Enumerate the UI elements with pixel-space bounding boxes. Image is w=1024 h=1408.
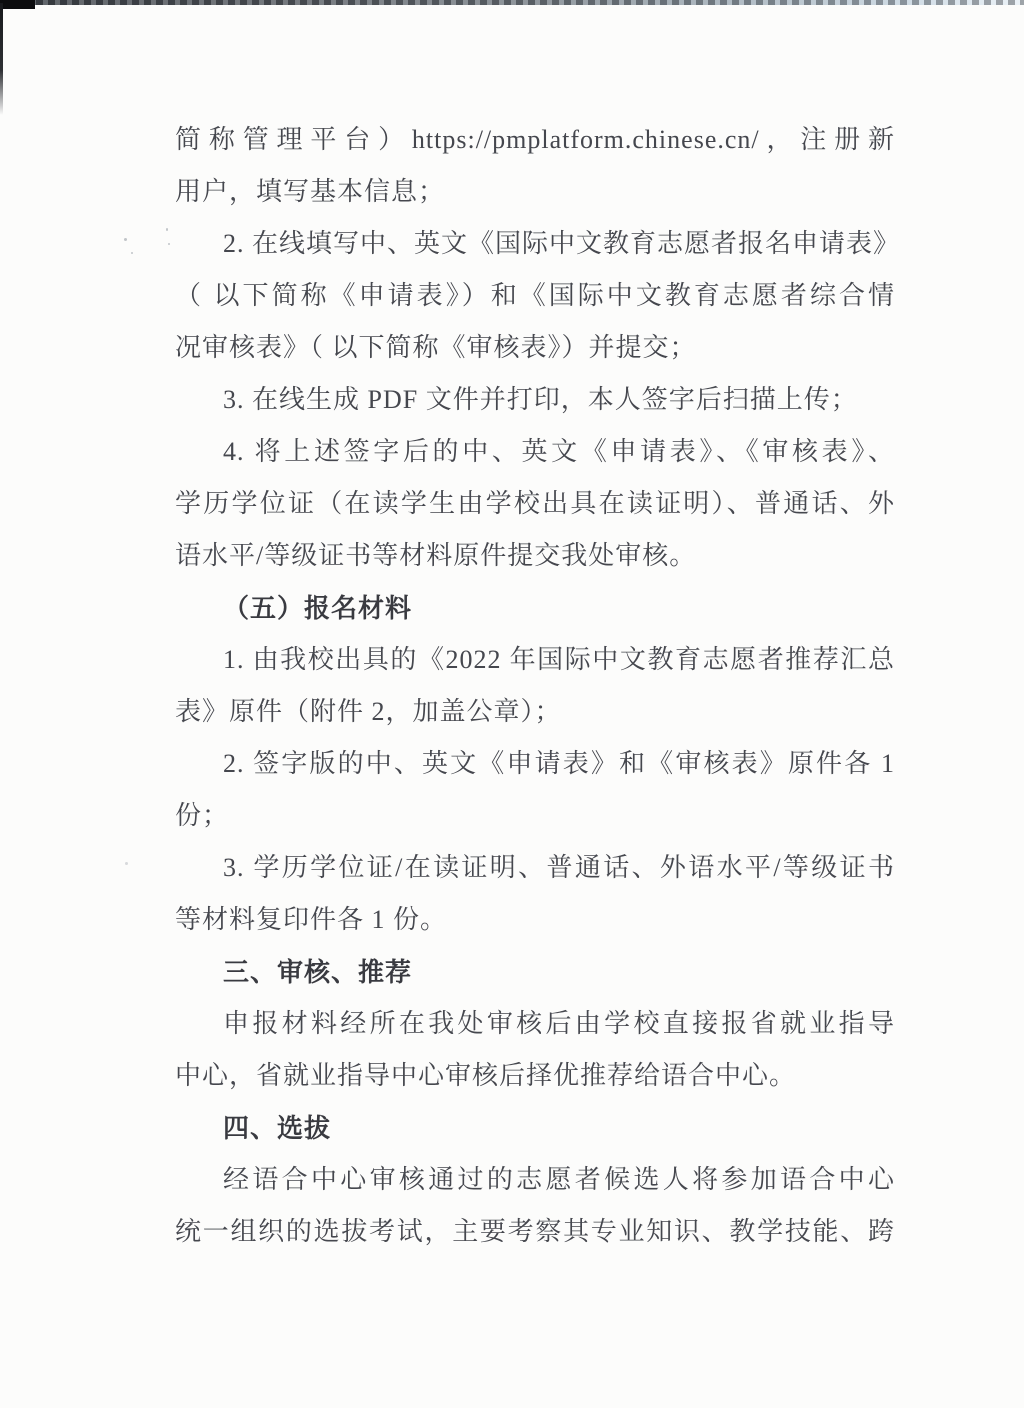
text-line: 申报材料经所在我处审核后由学校直接报省就业指导 — [223, 1009, 895, 1038]
text-line: 统一组织的选拔考试，主要考察其专业知识、教学技能、跨 — [175, 1217, 895, 1246]
text-line: 语水平/等级证书等材料原件提交我处审核。 — [175, 541, 697, 570]
scan-noise-speck — [124, 238, 127, 241]
text-line: 1. 由我校出具的《2022 年国际中文教育志愿者推荐汇总 — [223, 645, 895, 674]
scan-noise-speck — [168, 243, 170, 245]
text-line: 等材料复印件各 1 份。 — [175, 905, 448, 934]
text-line: 况审核表》（ 以下简称《审核表》）并提交； — [175, 333, 697, 362]
scan-noise-speck — [125, 862, 128, 865]
document-text-block — [175, 114, 901, 1258]
scan-noise-speck — [131, 252, 133, 254]
scan-noise-speck — [166, 228, 168, 231]
text-line: 2. 签字版的中、英文《申请表》和《审核表》原件各 1 — [223, 749, 895, 778]
text-line: 2. 在线填写中、英文《国际中文教育志愿者报名申请表》 — [223, 229, 901, 258]
text-line: 份； — [175, 801, 230, 830]
text-line: 经语合中心审核通过的志愿者候选人将参加语合中心 — [223, 1165, 895, 1194]
scan-left-edge-artifact — [0, 3, 3, 115]
section-heading: 三、审核、推荐 — [223, 957, 413, 987]
scan-top-edge-artifact — [0, 0, 1024, 5]
text-line: 3. 学历学位证/在读证明、普通话、外语水平/等级证书 — [223, 853, 895, 882]
scan-corner-mark — [0, 0, 35, 9]
text-line: 用户，填写基本信息； — [175, 177, 446, 206]
section-heading: 四、选拔 — [223, 1113, 332, 1143]
text-line: （ 以下简称《申请表》）和《国际中文教育志愿者综合情 — [175, 281, 895, 310]
text-line: 简称管理平台）https://pmplatform.chinese.cn/，注册新 — [175, 125, 895, 154]
text-line: 3. 在线生成 PDF 文件并打印，本人签字后扫描上传； — [223, 385, 858, 414]
text-line: 中心，省就业指导中心审核后择优推荐给语合中心。 — [175, 1061, 797, 1090]
section-heading: （五）报名材料 — [223, 593, 413, 623]
text-line: 表》原件（附件 2，加盖公章）； — [175, 697, 562, 726]
text-line: 4. 将上述签字后的中、英文《申请表》、《审核表》、 — [223, 437, 895, 466]
text-line: 学历学位证（在读学生由学校出具在读证明）、普通话、外 — [175, 489, 895, 518]
